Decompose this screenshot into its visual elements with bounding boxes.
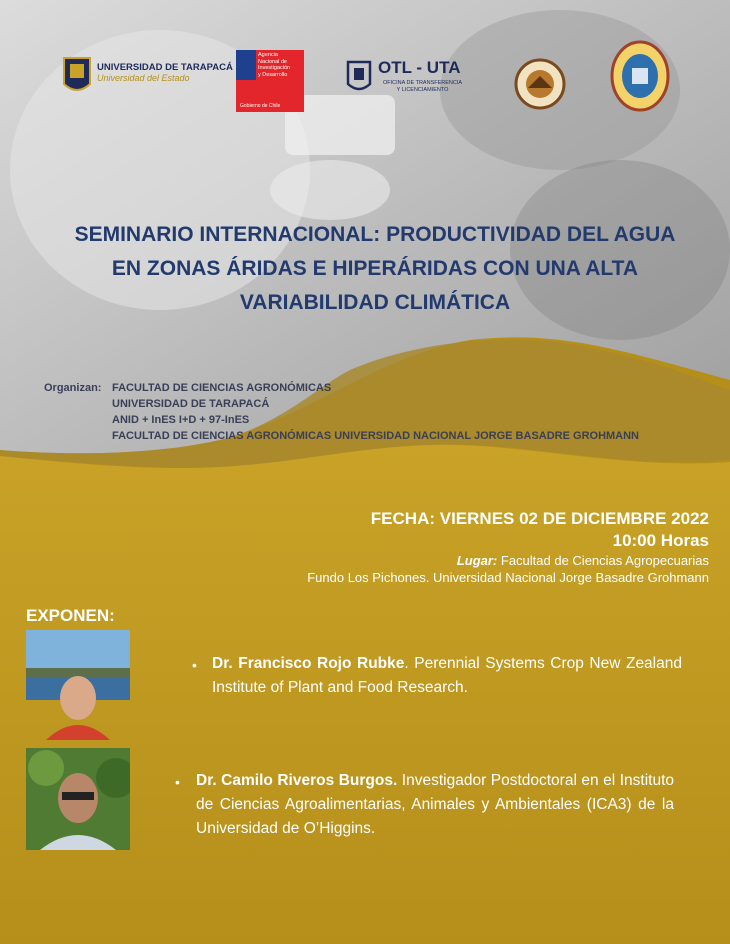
seal-logo <box>514 58 566 115</box>
otl-sub-1: OFICINA DE TRANSFERENCIA <box>383 80 463 86</box>
event-time: 10:00 Horas <box>612 531 709 550</box>
title-line-2: EN ZONAS ÁRIDAS E HIPERÁRIDAS CON UNA ALTA <box>111 257 639 280</box>
seminar-title <box>40 218 710 320</box>
unjbg-logo <box>610 40 670 117</box>
organizers-block <box>44 380 639 444</box>
speaker-1-portrait <box>26 630 130 740</box>
logo-bar <box>0 40 730 130</box>
uta-tagline: Universidad del Estado <box>97 73 190 83</box>
title-line-3: VARIABILIDAD CLIMÁTICA <box>239 291 511 314</box>
anid-text-3: Investigación <box>258 65 291 71</box>
anid-text-4: y Desarrollo <box>258 71 288 78</box>
event-date: FECHA: VIERNES 02 DE DICIEMBRE 2022 <box>370 509 709 528</box>
otl-shield-icon <box>346 60 372 96</box>
uta-name: UNIVERSIDAD DE TARAPACÁ <box>97 62 233 73</box>
uta-shield-icon <box>62 56 92 98</box>
anid-text-1: Agencia <box>258 52 278 58</box>
bullet-icon: • <box>175 774 180 790</box>
anid-logo <box>236 50 304 112</box>
bullet-icon: • <box>192 657 197 673</box>
anid-text-2: Nacional de <box>258 58 288 65</box>
speaker-photo-2 <box>26 748 130 850</box>
organizer-item: FACULTAD DE CIENCIAS AGRONÓMICAS UNIVERSIDAD NACIONAL JORGE BASADRE GROHMANN <box>112 430 640 442</box>
uta-logo <box>62 56 92 103</box>
speaker-2 <box>196 769 674 841</box>
event-place <box>307 552 709 569</box>
organizer-item: UNIVERSIDAD DE TARAPACÁ <box>112 398 270 410</box>
speaker-photo-1 <box>26 630 130 740</box>
speaker-1-name: Dr. Francisco Rojo Rubke <box>212 655 405 672</box>
anid-footer: Gobierno de Chile <box>240 103 281 109</box>
event-place-value: Facultad de Ciencias Agropecuarias <box>497 553 709 568</box>
speaker-1 <box>212 652 682 700</box>
organizer-item: FACULTAD DE CIENCIAS AGRONÓMICAS <box>112 382 332 394</box>
speaker-2-name: Dr. Camilo Riveros Burgos. <box>196 772 398 789</box>
event-place-line2: Fundo Los Pichones. Universidad Nacional Jorge Basadre Grohmann <box>307 570 709 585</box>
seal-icon <box>514 58 566 110</box>
speaker-1-desc: . Perennial Systems Crop New Zealand Institute of Plant and Food Research. <box>212 655 682 696</box>
speaker-2-desc: Investigador Postdoctoral en el Instituto de Ciencias Agroalimentarias, Animales y Ambientales (ICA3) de la Universidad de O’Higgins. <box>196 772 674 837</box>
organizer-item: ANID + InES I+D + 97-InES <box>112 414 250 426</box>
speaker-2-portrait <box>26 748 130 850</box>
speakers-heading: EXPONEN: <box>26 606 115 625</box>
event-details <box>307 508 709 586</box>
otl-logo <box>346 60 372 101</box>
anid-flag-icon <box>236 50 256 80</box>
otl-name: OTL - UTA <box>378 58 461 77</box>
unjbg-shield-icon <box>610 40 670 112</box>
event-place-label: Lugar: <box>456 553 498 568</box>
title-line-1: SEMINARIO INTERNACIONAL: PRODUCTIVIDAD DEL AGUA <box>74 223 676 246</box>
organizers-label: Organizan: <box>44 382 102 394</box>
otl-sub-2: Y LICENCIAMIENTO <box>396 86 449 93</box>
